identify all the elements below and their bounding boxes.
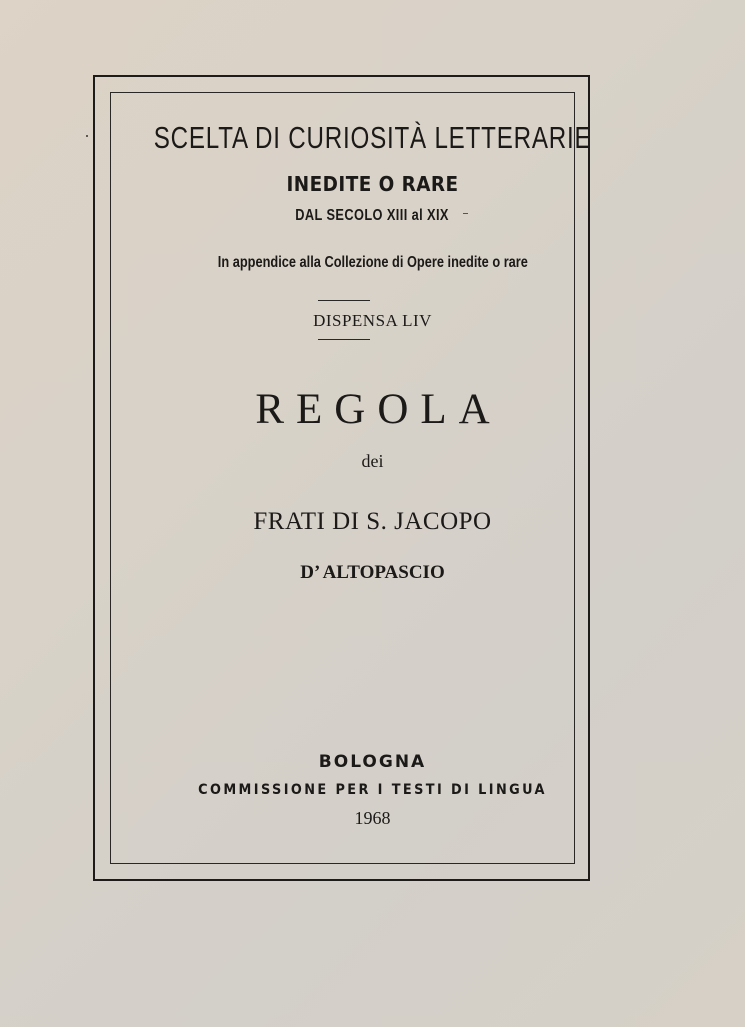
title-connector: dei: [361, 451, 384, 471]
book-subject: FRATI DI S. JACOPO: [253, 508, 492, 535]
divider-top: [318, 300, 370, 301]
series-subtitle: INEDITE O RARE: [286, 172, 459, 196]
divider-bottom: [318, 339, 370, 340]
book-place: D’ ALTOPASCIO: [300, 562, 445, 583]
appendix-note: In appendice alla Collezione di Opere inedite o rare: [217, 254, 528, 271]
issue-label: DISPENSA LIV: [313, 311, 432, 330]
period-line: DAL SECOLO XIII al XIX: [295, 207, 450, 224]
book-title: REGOLA: [255, 386, 502, 433]
publication-city: BOLOGNA: [318, 752, 427, 772]
publisher-name: COMMISSIONE PER I TESTI DI LINGUA: [198, 782, 547, 798]
publication-year: 1968: [354, 808, 391, 828]
series-title: SCELTA DI CURIOSITÀ LETTERARIE: [153, 120, 592, 155]
